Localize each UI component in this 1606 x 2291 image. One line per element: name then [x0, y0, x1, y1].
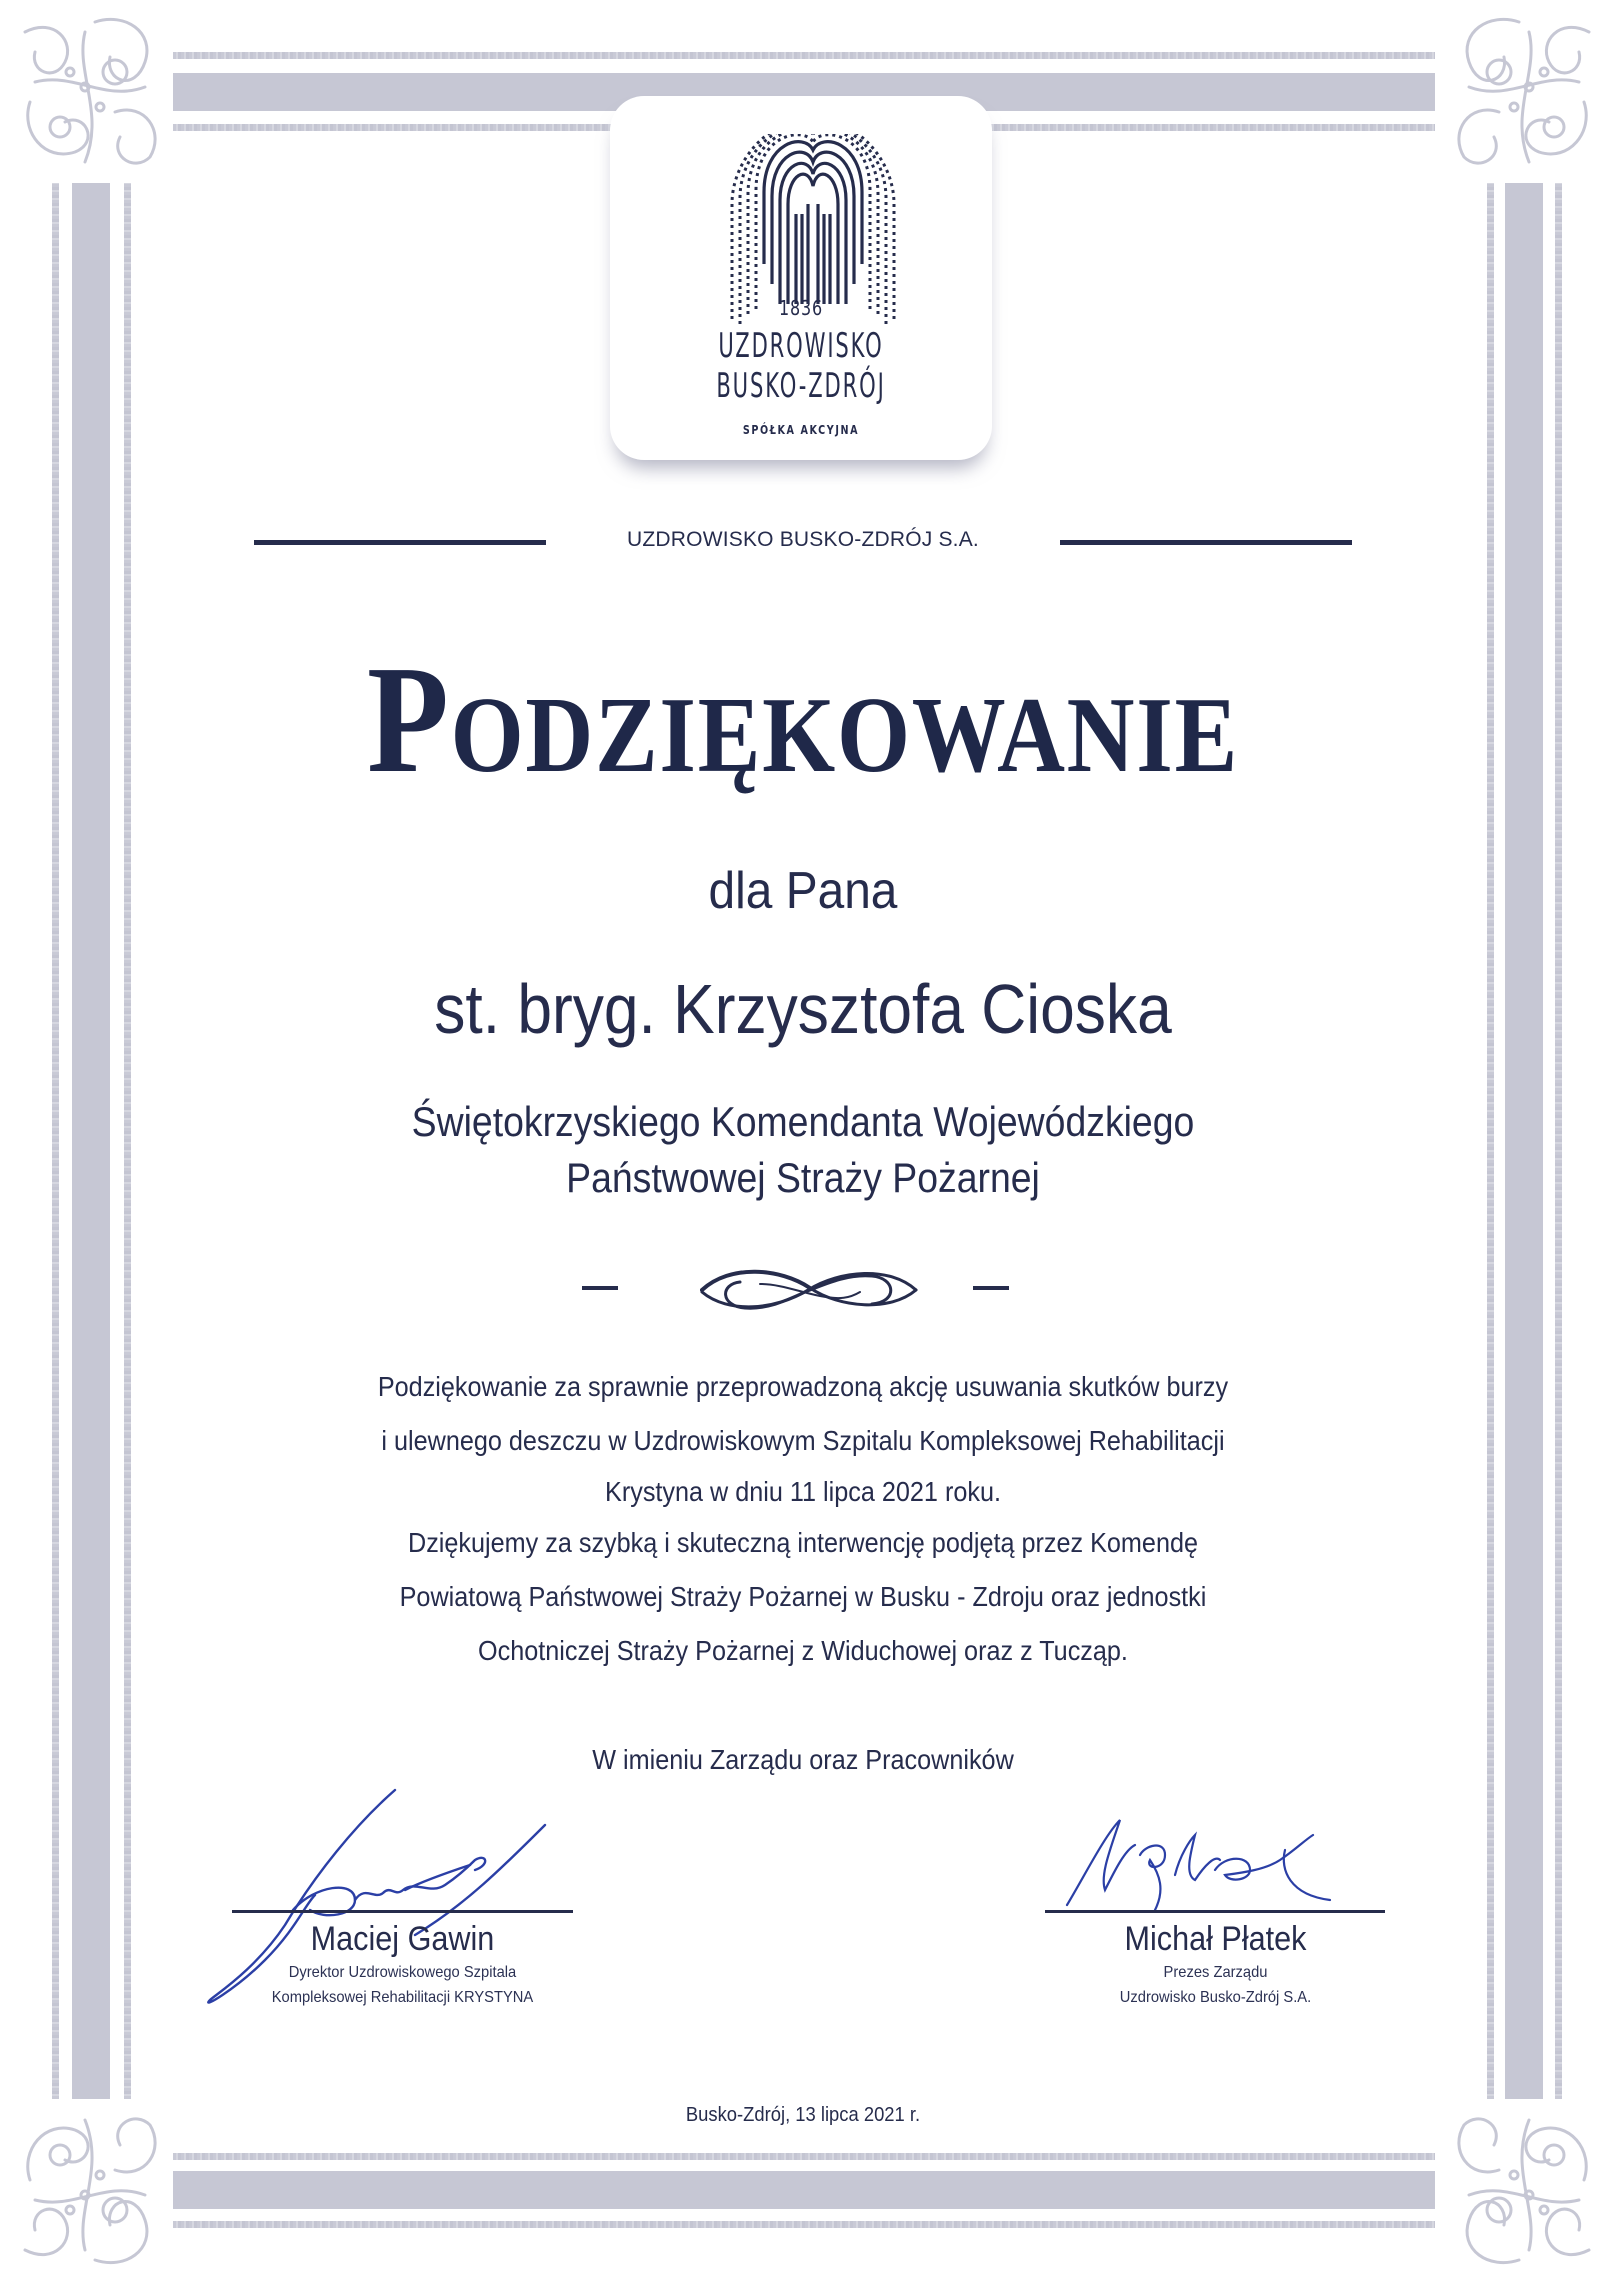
signatory-role-line2: Uzdrowisko Busko-Zdrój S.A. [1119, 1989, 1312, 2006]
body-line: Dziękujemy za szybką i skuteczną interwencję podjętą przez Komendę [407, 1527, 1198, 1558]
company-name: UZDROWISKO BUSKO-ZDRÓJ S.A. [627, 528, 979, 551]
logo-name-line1: UZDROWISKO [718, 326, 884, 366]
logo-year: 1836 [779, 296, 823, 320]
border-bottom-outer-line [173, 2221, 1435, 2228]
recipient-name: st. bryg. Krzysztofa Cioska [434, 970, 1172, 1048]
body-paragraph [0, 1360, 1606, 1678]
signature-line-left [232, 1910, 573, 1913]
signatory-right [1013, 1918, 1418, 2010]
recipient-salutation: dla Pana [708, 862, 898, 920]
logo-card [610, 96, 992, 460]
logo-legal-form: SPÓŁKA AKCYJNA [742, 423, 860, 437]
border-right-outer-line [1555, 183, 1562, 2099]
body-line: Powiatową Państwowej Straży Pożarnej w Busku - Zdroju oraz jednostki [399, 1581, 1207, 1612]
floral-corner-ornament-icon [15, 12, 171, 170]
recipient-position-line2: Państwowej Straży Pożarnej [566, 1154, 1040, 1201]
floral-corner-ornament-icon [1443, 2112, 1599, 2270]
header-rule-right [1060, 540, 1352, 545]
header-rule-left [254, 540, 546, 545]
closing-line: W imieniu Zarządu oraz Pracowników [592, 1744, 1014, 1775]
body-line: Krystyna w dniu 11 lipca 2021 roku. [605, 1476, 1001, 1507]
border-left-outer-line [52, 183, 59, 2099]
logo-name-line2: BUSKO-ZDRÓJ [716, 366, 886, 406]
body-line: Podziękowanie za sprawnie przeprowadzoną akcję usuwania skutków burzy [377, 1371, 1229, 1402]
signatory-role-line1: Prezes Zarządu [1163, 1964, 1268, 1981]
recipient-position-line1: Świętokrzyskiego Komendanta Wojewódzkiego [411, 1098, 1195, 1145]
body-line: i ulewnego deszczu w Uzdrowiskowym Szpitalu Kompleksowej Rehabilitacji [381, 1425, 1225, 1456]
divider-dash-left [582, 1286, 618, 1290]
border-bottom-inner-line [173, 2153, 1435, 2160]
border-top-outer-line [173, 52, 1435, 59]
signature-line-right [1045, 1910, 1385, 1913]
flourish-ornament-icon [700, 1262, 918, 1320]
place-and-date: Busko-Zdrój, 13 lipca 2021 r. [685, 2104, 921, 2126]
floral-corner-ornament-icon [15, 2112, 171, 2270]
signature-right-icon [1065, 1815, 1335, 1915]
divider-dash-right [973, 1286, 1009, 1290]
floral-corner-ornament-icon [1443, 12, 1599, 170]
signatory-role-line2: Kompleksowej Rehabilitacji KRYSTYNA [271, 1989, 534, 2006]
signatory-name: Maciej Gawin [310, 1920, 495, 1958]
signatory-name: Michał Płatek [1124, 1920, 1307, 1958]
body-line: Ochotniczej Straży Pożarnej z Widuchowej oraz z Tucząp. [478, 1635, 1128, 1666]
signatory-role-line1: Dyrektor Uzdrowiskowego Szpitala [288, 1964, 517, 1981]
signatory-left [200, 1918, 605, 2010]
border-bottom-diamond-band [173, 2171, 1435, 2209]
page-title: Podziękowanie [367, 635, 1239, 805]
